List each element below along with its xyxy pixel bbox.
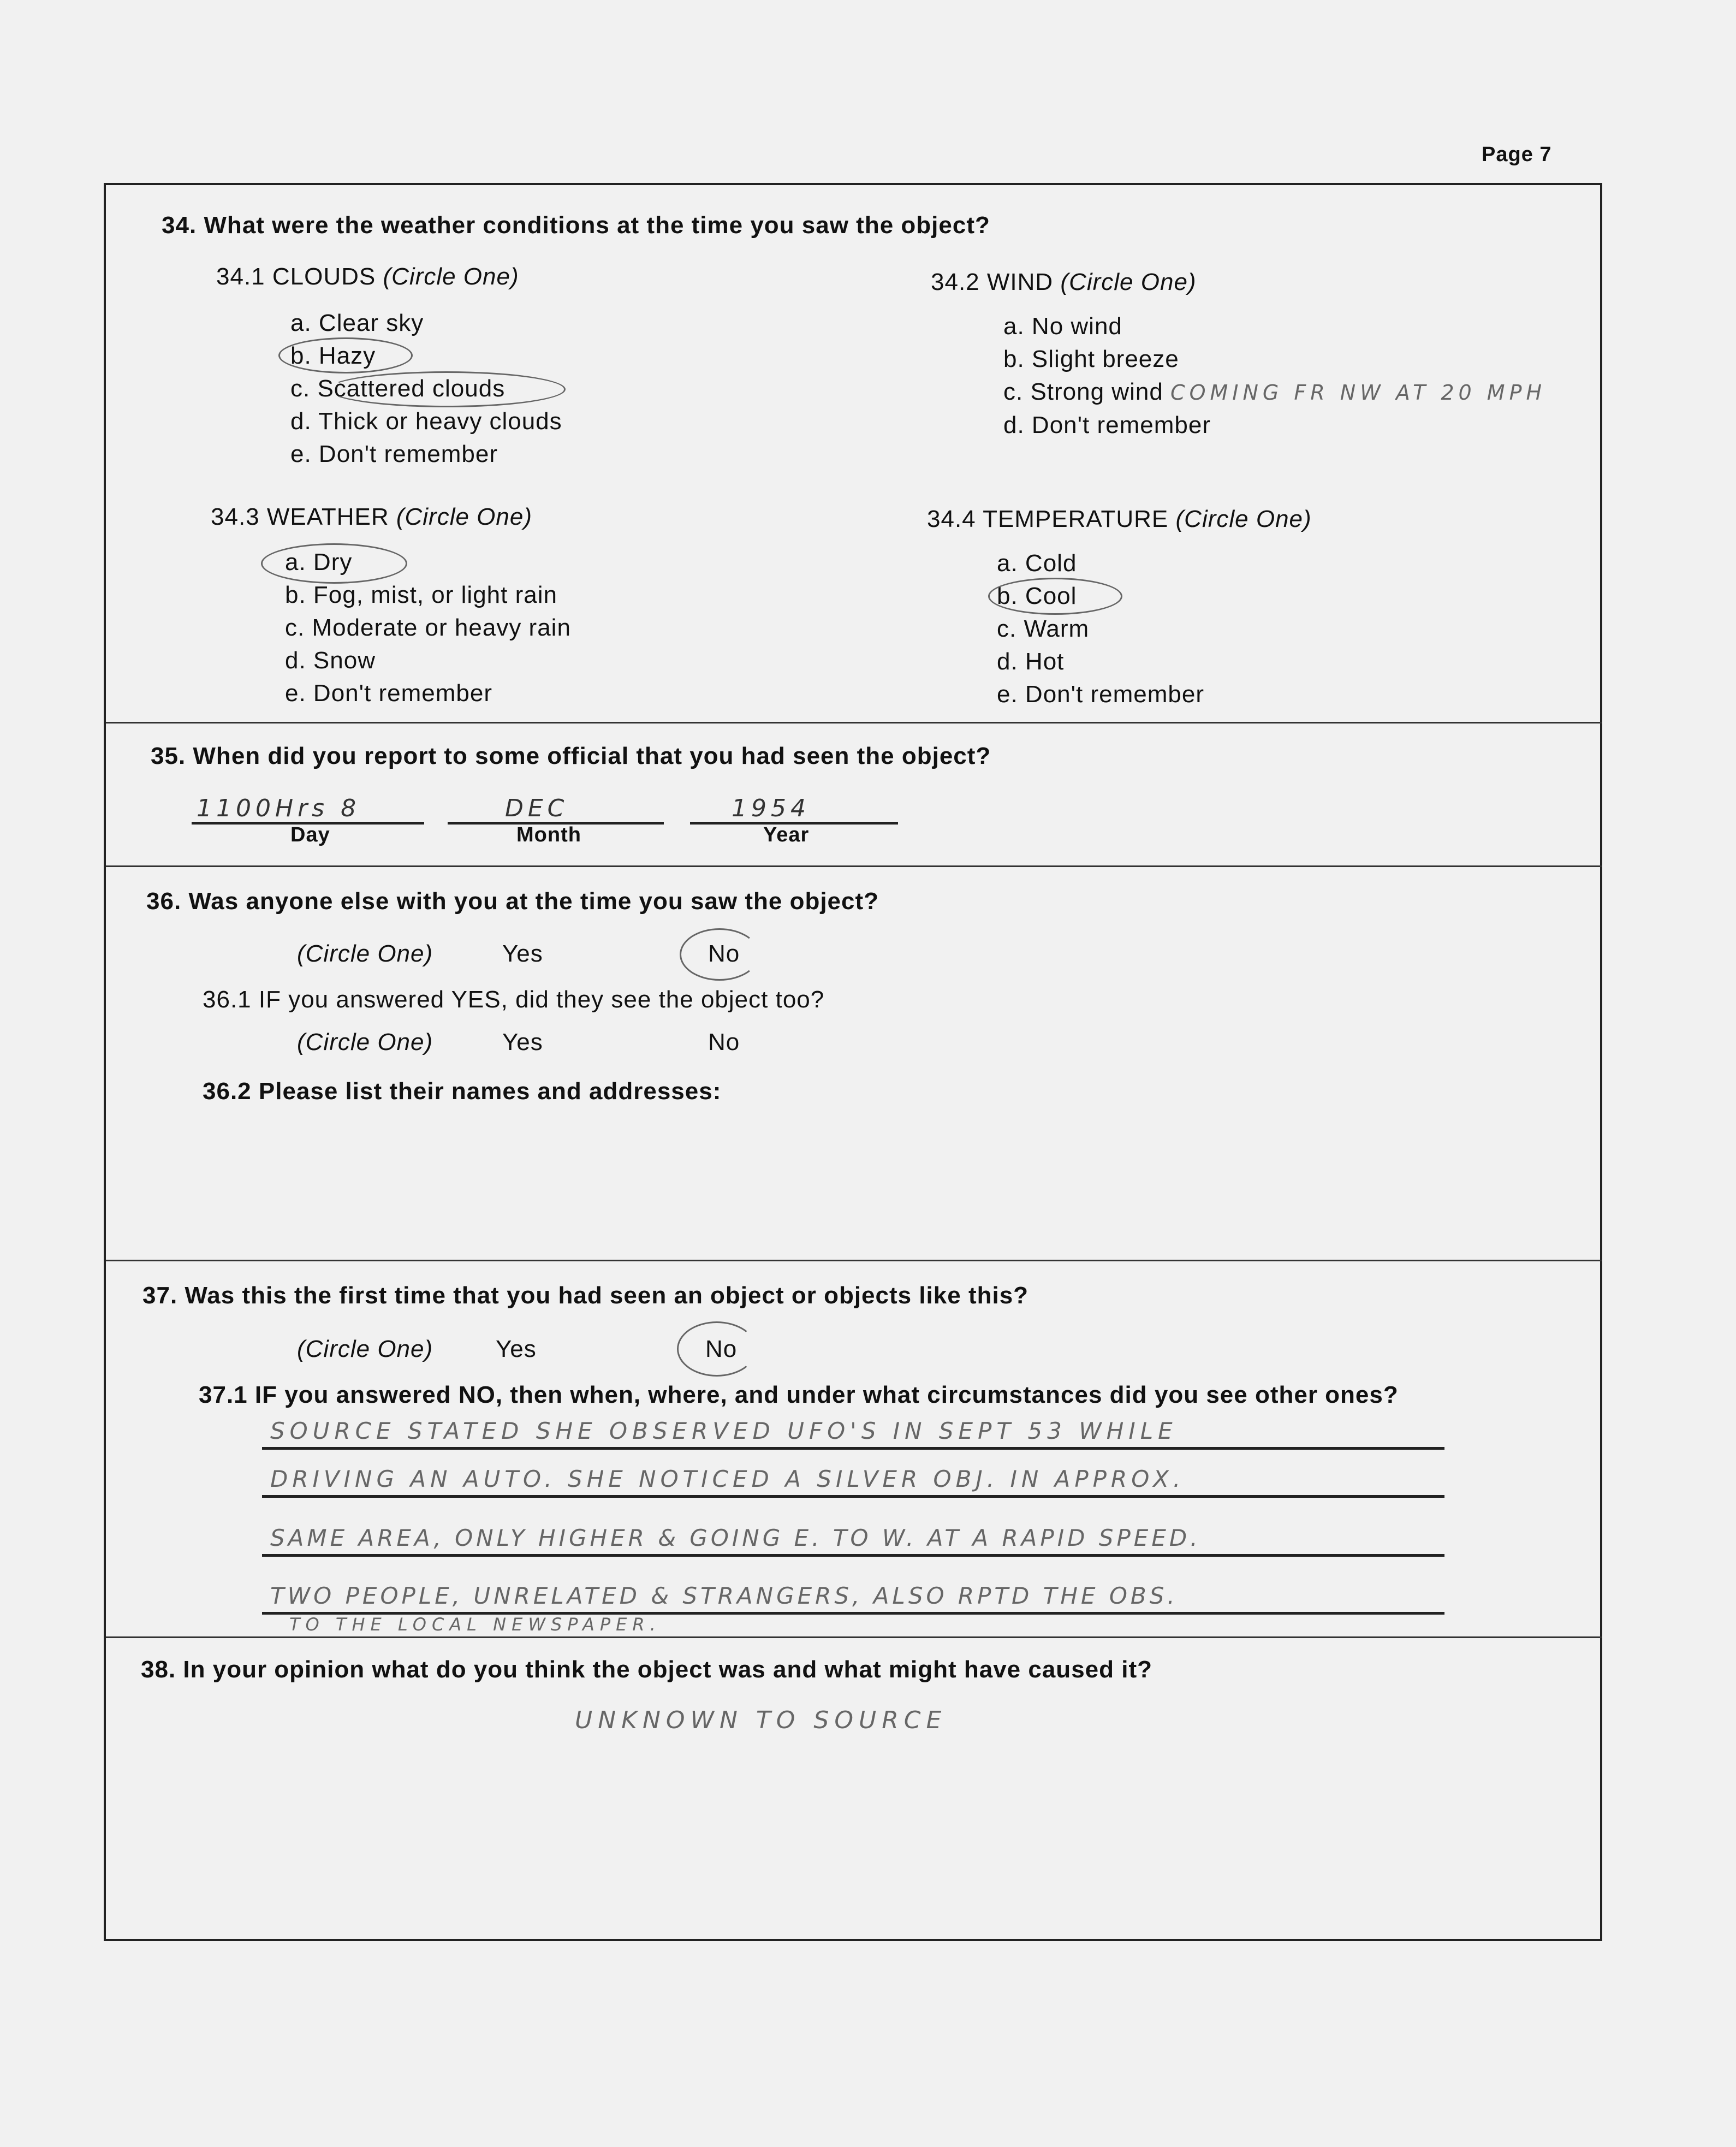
option-warm[interactable]: c. Warm [997,615,1090,642]
answer-underline [262,1447,1444,1450]
temperature-options [997,547,1204,711]
section-number: 34.4 [927,506,976,532]
circle-mark [261,543,407,584]
circle-one-hint: (Circle One) [297,1336,433,1362]
section-hint: (Circle One) [1175,506,1312,532]
option-clear-sky[interactable]: a. Clear sky [290,310,424,336]
option-cold[interactable]: a. Cold [997,550,1077,577]
circle-mark [680,928,759,981]
question-text: When did you report to some official that you had seen the object? [193,743,991,769]
option-slight-breeze[interactable]: b. Slight breeze [1003,346,1179,372]
handwritten-note: COMING FR NW AT 20 MPH [1170,381,1547,405]
section-hint: (Circle One) [383,263,519,290]
answer-line: SAME AREA, ONLY HIGHER & GOING E. TO W. AT A RAPID SPEED. [270,1525,1201,1551]
question-37 [142,1282,1028,1309]
divider [106,1636,1602,1638]
option-strong-wind[interactable] [1003,376,1546,409]
option-dry[interactable]: a. Dry [285,549,353,576]
option-hot[interactable]: d. Hot [997,648,1065,675]
temperature-heading [927,506,1312,533]
option-dont-remember[interactable]: e. Don't remember [997,681,1204,708]
circle-mark [278,337,413,373]
answer-underline [262,1554,1444,1557]
q36-no[interactable]: No [708,940,740,967]
circle-one-hint: (Circle One) [297,940,433,967]
year-value[interactable]: 1954 [732,794,810,822]
option-dont-remember[interactable]: e. Don't remember [290,441,498,467]
question-36 [146,888,879,915]
day-value[interactable]: 1100Hrs 8 [197,794,361,822]
option-dont-remember[interactable]: d. Don't remember [1003,412,1211,438]
day-label: Day [290,823,330,846]
wind-options [1003,310,1546,442]
option-fog[interactable]: b. Fog, mist, or light rain [285,582,557,608]
q38-answer: UNKNOWN TO SOURCE [575,1706,947,1734]
option-label: c. Strong wind [1003,378,1163,405]
question-text: Was anyone else with you at the time you saw the object? [188,888,879,915]
answer-line: TWO PEOPLE, UNRELATED & STRANGERS, ALSO RPTD THE OBS. [270,1582,1178,1609]
circle-mark [988,578,1122,615]
question-38 [141,1656,1152,1683]
section-number: 34.3 [211,503,260,530]
option-hazy[interactable]: b. Hazy [290,342,376,369]
question-text: In your opinion what do you think the object was and what might have caused it? [183,1656,1152,1683]
section-title: TEMPERATURE [983,506,1169,532]
question-number: 38. [141,1656,176,1683]
clouds-heading [216,263,519,290]
q36-1-no[interactable]: No [708,1029,740,1055]
question-37-1 [199,1381,1399,1409]
section-title: WEATHER [266,503,389,530]
section-title: WIND [986,269,1054,295]
question-number: 36. [146,888,182,915]
q37-no[interactable]: No [705,1336,738,1362]
page-number: Page 7 [1482,143,1552,166]
section-hint: (Circle One) [396,503,532,530]
divider [106,722,1602,723]
question-35 [151,743,991,770]
option-no-wind[interactable]: a. No wind [1003,313,1122,340]
section-hint: (Circle One) [1060,269,1197,295]
divider [106,865,1602,867]
question-number: 37.1 [199,1381,248,1408]
question-number: 36.1 [203,986,252,1013]
section-title: CLOUDS [272,263,376,290]
q37-yes[interactable]: Yes [496,1336,537,1362]
question-number: 37. [142,1282,178,1309]
question-text: IF you answered NO, then when, where, and under what circumstances did you see other ones? [254,1381,1399,1408]
option-thick-clouds[interactable]: d. Thick or heavy clouds [290,408,562,435]
question-text: IF you answered YES, did they see the object too? [258,986,825,1013]
section-number: 34.1 [216,263,265,290]
question-number: 36.2 [203,1078,252,1105]
circle-one-hint: (Circle One) [297,1029,433,1055]
answer-line: DRIVING AN AUTO. SHE NOTICED A SILVER OBJ. IN APPROX. [270,1466,1185,1492]
q36-1-yes[interactable]: Yes [502,1029,543,1055]
circle-mark [328,371,566,407]
wind-heading [931,269,1197,296]
q36-yes[interactable]: Yes [502,940,543,967]
option-snow[interactable]: d. Snow [285,647,376,674]
question-34 [162,212,990,239]
question-36-1 [203,986,824,1013]
answer-line: TO THE LOCAL NEWSPAPER. [289,1614,661,1635]
answer-underline [262,1495,1444,1498]
year-label: Year [763,823,810,846]
question-number: 35. [151,743,186,769]
question-36-2 [203,1078,721,1105]
question-text: What were the weather conditions at the time you saw the object? [204,212,990,239]
month-label: Month [516,823,581,846]
circle-mark [677,1321,757,1377]
section-number: 34.2 [931,269,980,295]
option-scattered-clouds[interactable]: c. Scattered clouds [290,375,506,402]
weather-heading [211,503,532,531]
answer-line: SOURCE STATED SHE OBSERVED UFO'S IN SEPT 53 WHILE [270,1418,1178,1444]
question-text: Was this the first time that you had seen an object or objects like this? [185,1282,1029,1309]
question-number: 34. [162,212,197,239]
divider [106,1260,1602,1261]
option-heavy-rain[interactable]: c. Moderate or heavy rain [285,614,571,641]
question-text: Please list their names and addresses: [258,1078,722,1105]
month-value[interactable]: DEC [505,794,569,822]
option-cool[interactable]: b. Cool [997,583,1077,609]
option-dont-remember[interactable]: e. Don't remember [285,680,492,707]
